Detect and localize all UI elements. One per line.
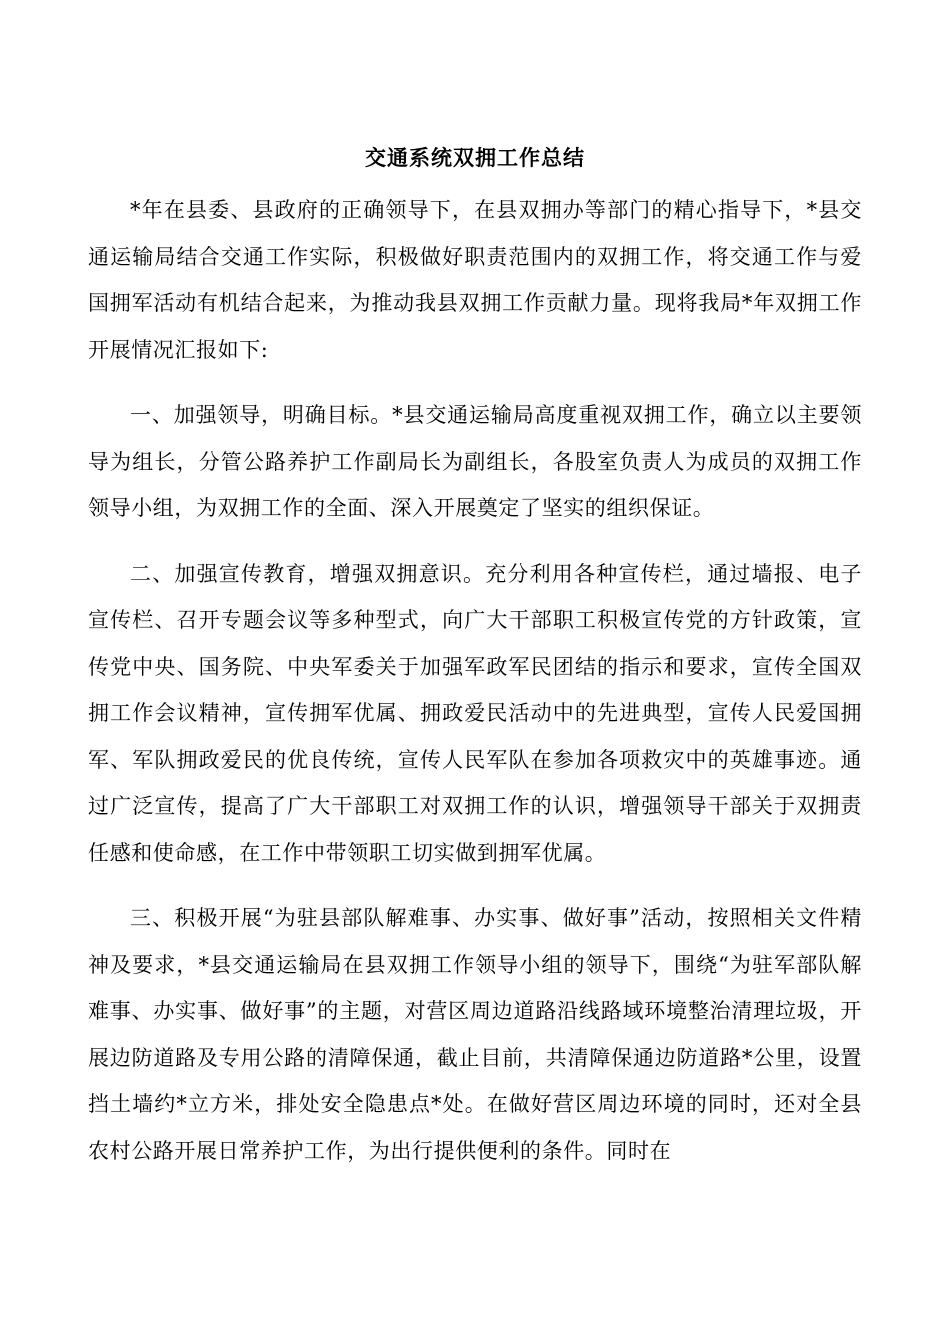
paragraph-section-3: 三、积极开展“为驻县部队解难事、办实事、做好事”活动，按照相关文件精神及要求，*县交通运输局在县双拥工作领导小组的领导下，围绕“为驻军部队解难事、办实事、做好事”的主题，对营区周边道路沿线路域环境整治清理垃圾，开展边防道路及专用公路的清障保通，截止目前，共清障保通边防道路*公里，设置挡土墙约*立方米，排处安全隐患点*处。在做好营区周边环境的同时，还对全县农村公路开展日常养护工作，为出行提供便利的条件。同时在 bbox=[88, 906, 862, 1163]
paragraph-section-2: 二、加强宣传教育，增强双拥意识。充分利用各种宣传栏，通过墙报、电子宣传栏、召开专题会议等多种型式，向广大干部职工积极宣传党的方针政策，宣传党中央、国务院、中央军委关于加强军政军民团结的指示和要求，宣传全国双拥工作会议精神，宣传拥军优属、拥政爱民活动中的先进典型，宣传人民爱国拥军、军队拥政爱民的优良传统，宣传人民军队在参加各项救灾中的英雄事迹。通过广泛宣传，提高了广大干部职工对双拥工作的认识，增强领导干部关于双拥责任感和使命感，在工作中带领职工切实做到拥军优属。 bbox=[88, 561, 862, 865]
paragraph-intro: *年在县委、县政府的正确领导下，在县双拥办等部门的精心指导下，*县交通运输局结合交通工作实际，积极做好职责范围内的双拥工作，将交通工作与爱国拥军活动有机结合起来，为推动我县双拥工作贡献力量。现将我局*年双拥工作开展情况汇报如下: bbox=[88, 198, 862, 362]
document-title: 交通系统双拥工作总结 bbox=[365, 145, 585, 170]
paragraph-section-1: 一、加强领导，明确目标。*县交通运输局高度重视双拥工作，确立以主要领导为组长，分管公路养护工作副局长为副组长，各股室负责人为成员的双拥工作领导小组，为双拥工作的全面、深入开展奠定了坚实的组织保证。 bbox=[88, 403, 862, 520]
document-body bbox=[88, 187, 862, 1193]
